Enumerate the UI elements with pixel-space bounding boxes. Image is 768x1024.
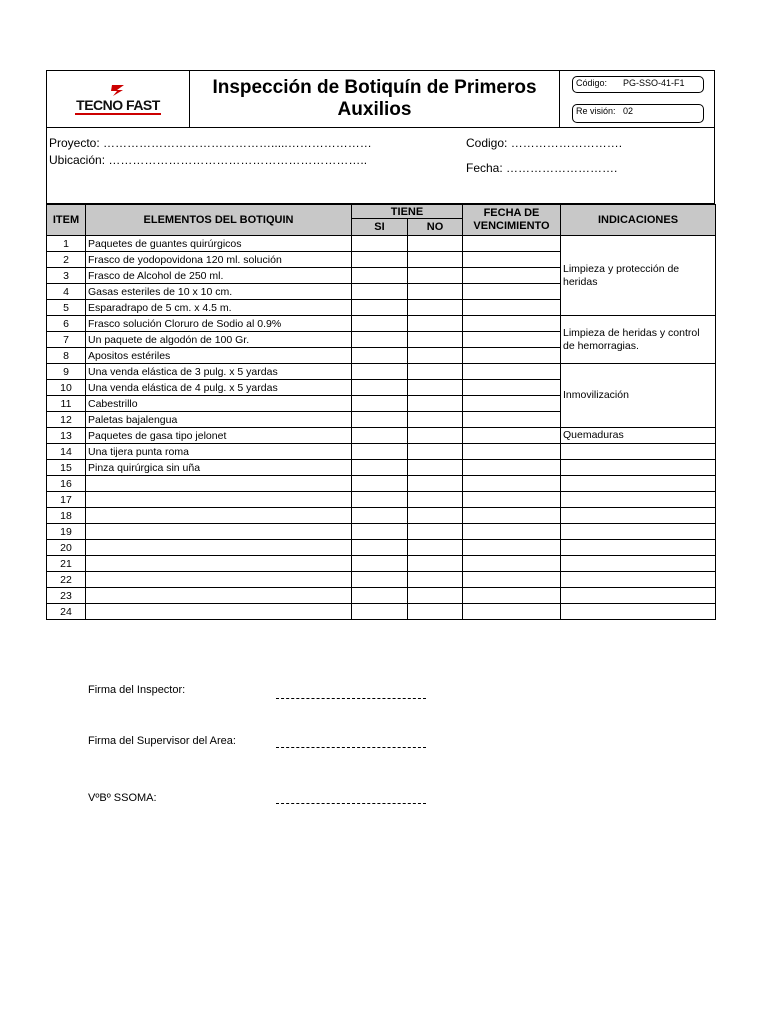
item-description	[86, 508, 352, 524]
item-description	[86, 588, 352, 604]
table-row	[47, 316, 716, 332]
vencimiento-cell[interactable]	[463, 380, 561, 396]
no-cell[interactable]	[408, 492, 463, 508]
codigo-field[interactable]: Codigo: ……………………….	[466, 136, 623, 150]
no-cell[interactable]	[408, 396, 463, 412]
si-cell[interactable]	[352, 252, 408, 268]
item-number: 6	[47, 316, 86, 332]
si-cell[interactable]	[352, 332, 408, 348]
vencimiento-cell[interactable]	[463, 236, 561, 252]
si-cell[interactable]	[352, 460, 408, 476]
project-info	[46, 128, 715, 204]
item-number: 3	[47, 268, 86, 284]
no-cell[interactable]	[408, 268, 463, 284]
item-number: 10	[47, 380, 86, 396]
vobo-ssoma-label: VºBº SSOMA:	[88, 792, 157, 804]
si-cell[interactable]	[352, 236, 408, 252]
no-cell[interactable]	[408, 364, 463, 380]
table-row	[47, 604, 716, 620]
si-cell[interactable]	[352, 364, 408, 380]
item-number: 9	[47, 364, 86, 380]
header-indicaciones: INDICACIONES	[561, 205, 716, 236]
title-line-2: Auxilios	[337, 99, 412, 120]
no-cell[interactable]	[408, 444, 463, 460]
codigo-box	[572, 76, 704, 93]
vencimiento-cell[interactable]	[463, 492, 561, 508]
item-number: 11	[47, 396, 86, 412]
vencimiento-cell[interactable]	[463, 332, 561, 348]
header-tiene: TIENE	[352, 205, 463, 219]
item-description: Frasco de Alcohol de 250 ml.	[86, 268, 352, 284]
no-cell[interactable]	[408, 508, 463, 524]
item-description: Un paquete de algodón de 100 Gr.	[86, 332, 352, 348]
item-description: Gasas esteriles de 10 x 10 cm.	[86, 284, 352, 300]
proyecto-field[interactable]: Proyecto: …………………………………….....…………………	[49, 136, 372, 150]
header-item: ITEM	[47, 205, 86, 236]
item-number: 19	[47, 524, 86, 540]
indicacion-cell: Quemaduras	[561, 428, 716, 444]
table-row	[47, 460, 716, 476]
item-description	[86, 540, 352, 556]
logo-swoosh-icon	[107, 83, 129, 97]
item-number: 24	[47, 604, 86, 620]
si-cell[interactable]	[352, 556, 408, 572]
title-line-1: Inspección de Botiquín de Primeros	[212, 77, 537, 98]
no-cell[interactable]	[408, 412, 463, 428]
si-cell[interactable]	[352, 588, 408, 604]
table-row	[47, 572, 716, 588]
vencimiento-cell[interactable]	[463, 588, 561, 604]
no-cell[interactable]	[408, 460, 463, 476]
indicacion-cell	[561, 604, 716, 620]
si-cell[interactable]	[352, 572, 408, 588]
table-row	[47, 428, 716, 444]
table-row	[47, 508, 716, 524]
inspection-form	[46, 70, 715, 620]
indicacion-cell	[561, 588, 716, 604]
vencimiento-cell[interactable]	[463, 428, 561, 444]
no-cell[interactable]	[408, 284, 463, 300]
si-cell[interactable]	[352, 508, 408, 524]
item-description: Pinza quirúrgica sin uña	[86, 460, 352, 476]
no-cell[interactable]	[408, 604, 463, 620]
item-description: Frasco de yodopovidona 120 ml. solución	[86, 252, 352, 268]
item-description	[86, 572, 352, 588]
item-description: Una venda elástica de 3 pulg. x 5 yardas	[86, 364, 352, 380]
vencimiento-cell[interactable]	[463, 540, 561, 556]
vencimiento-cell[interactable]	[463, 476, 561, 492]
vencimiento-cell[interactable]	[463, 348, 561, 364]
si-cell[interactable]	[352, 428, 408, 444]
indicacion-cell: Limpieza de heridas y control de hemorragias.	[561, 316, 716, 364]
item-description: Esparadrapo de 5 cm. x 4.5 m.	[86, 300, 352, 316]
table-row	[47, 588, 716, 604]
table-row	[47, 556, 716, 572]
si-cell[interactable]	[352, 524, 408, 540]
indicacion-cell: Inmovilización	[561, 364, 716, 428]
indicacion-cell	[561, 572, 716, 588]
table-row	[47, 492, 716, 508]
vencimiento-cell[interactable]	[463, 556, 561, 572]
no-cell[interactable]	[408, 316, 463, 332]
no-cell[interactable]	[408, 540, 463, 556]
item-description: Paquetes de guantes quirúrgicos	[86, 236, 352, 252]
vencimiento-cell[interactable]	[463, 444, 561, 460]
no-cell[interactable]	[408, 556, 463, 572]
vencimiento-cell[interactable]	[463, 524, 561, 540]
company-logo	[47, 71, 190, 127]
no-cell[interactable]	[408, 428, 463, 444]
no-cell[interactable]	[408, 300, 463, 316]
item-number: 15	[47, 460, 86, 476]
revision-value: 02	[623, 106, 634, 116]
table-row	[47, 236, 716, 252]
item-description	[86, 492, 352, 508]
item-description: Paletas bajalengua	[86, 412, 352, 428]
si-cell[interactable]	[352, 380, 408, 396]
si-cell[interactable]	[352, 268, 408, 284]
item-number: 21	[47, 556, 86, 572]
vencimiento-cell[interactable]	[463, 284, 561, 300]
no-cell[interactable]	[408, 524, 463, 540]
logo-text: TECNO FAST	[76, 97, 160, 113]
vencimiento-cell[interactable]	[463, 460, 561, 476]
si-cell[interactable]	[352, 412, 408, 428]
codigo-label: Código:	[576, 78, 608, 88]
si-cell[interactable]	[352, 492, 408, 508]
table-row	[47, 364, 716, 380]
vobo-ssoma-line[interactable]	[276, 802, 426, 804]
item-description	[86, 556, 352, 572]
header-si: SI	[352, 219, 408, 236]
item-description: Una tijera punta roma	[86, 444, 352, 460]
no-cell[interactable]	[408, 236, 463, 252]
vencimiento-cell[interactable]	[463, 268, 561, 284]
item-number: 5	[47, 300, 86, 316]
si-cell[interactable]	[352, 540, 408, 556]
firma-inspector-line[interactable]	[276, 697, 426, 699]
table-row	[47, 476, 716, 492]
si-cell[interactable]	[352, 316, 408, 332]
document-meta	[559, 71, 714, 127]
item-description	[86, 524, 352, 540]
no-cell[interactable]	[408, 476, 463, 492]
header-elementos: ELEMENTOS DEL BOTIQUIN	[86, 205, 352, 236]
item-number: 17	[47, 492, 86, 508]
vencimiento-cell[interactable]	[463, 300, 561, 316]
item-description: Cabestrillo	[86, 396, 352, 412]
indicacion-cell	[561, 444, 716, 460]
item-number: 18	[47, 508, 86, 524]
no-cell[interactable]	[408, 332, 463, 348]
no-cell[interactable]	[408, 380, 463, 396]
vencimiento-cell[interactable]	[463, 572, 561, 588]
item-number: 8	[47, 348, 86, 364]
item-description	[86, 604, 352, 620]
item-number: 12	[47, 412, 86, 428]
revision-label: Re visión:	[576, 106, 616, 116]
si-cell[interactable]	[352, 604, 408, 620]
si-cell[interactable]	[352, 396, 408, 412]
codigo-value: PG-SSO-41-F1	[623, 78, 685, 88]
no-cell[interactable]	[408, 588, 463, 604]
si-cell[interactable]	[352, 300, 408, 316]
vencimiento-cell[interactable]	[463, 412, 561, 428]
ubicacion-field[interactable]: Ubicación: ………………………………………………………..	[49, 153, 368, 167]
firma-supervisor-line[interactable]	[276, 746, 426, 748]
item-number: 2	[47, 252, 86, 268]
indicacion-cell	[561, 476, 716, 492]
fecha-field[interactable]: Fecha: ……………………….	[466, 161, 618, 175]
firma-inspector-label: Firma del Inspector:	[88, 684, 186, 696]
indicacion-cell	[561, 556, 716, 572]
vencimiento-cell[interactable]	[463, 364, 561, 380]
firma-supervisor-label: Firma del Supervisor del Area:	[88, 735, 236, 747]
table-row	[47, 444, 716, 460]
no-cell[interactable]	[408, 348, 463, 364]
item-description	[86, 476, 352, 492]
items-table	[46, 204, 716, 620]
si-cell[interactable]	[352, 444, 408, 460]
si-cell[interactable]	[352, 348, 408, 364]
item-number: 23	[47, 588, 86, 604]
item-description: Apositos estériles	[86, 348, 352, 364]
form-header	[46, 70, 715, 128]
item-number: 1	[47, 236, 86, 252]
item-number: 13	[47, 428, 86, 444]
indicacion-cell	[561, 524, 716, 540]
vencimiento-cell[interactable]	[463, 316, 561, 332]
item-number: 22	[47, 572, 86, 588]
header-fecha-vencimiento: FECHA DE VENCIMIENTO	[463, 205, 561, 236]
item-number: 7	[47, 332, 86, 348]
items-table-body	[47, 236, 716, 620]
item-number: 20	[47, 540, 86, 556]
vencimiento-cell[interactable]	[463, 252, 561, 268]
indicacion-cell	[561, 492, 716, 508]
vencimiento-cell[interactable]	[463, 604, 561, 620]
revision-box	[572, 104, 704, 123]
header-no: NO	[408, 219, 463, 236]
item-description: Una venda elástica de 4 pulg. x 5 yardas	[86, 380, 352, 396]
item-number: 4	[47, 284, 86, 300]
form-title	[190, 71, 559, 127]
si-cell[interactable]	[352, 284, 408, 300]
item-number: 14	[47, 444, 86, 460]
si-cell[interactable]	[352, 476, 408, 492]
vencimiento-cell[interactable]	[463, 508, 561, 524]
item-number: 16	[47, 476, 86, 492]
no-cell[interactable]	[408, 252, 463, 268]
indicacion-cell	[561, 540, 716, 556]
item-description: Paquetes de gasa tipo jelonet	[86, 428, 352, 444]
indicacion-cell	[561, 508, 716, 524]
no-cell[interactable]	[408, 572, 463, 588]
indicacion-cell	[561, 460, 716, 476]
table-row	[47, 540, 716, 556]
vencimiento-cell[interactable]	[463, 396, 561, 412]
item-description: Frasco solución Cloruro de Sodio al 0.9%	[86, 316, 352, 332]
table-row	[47, 524, 716, 540]
indicacion-cell: Limpieza y protección de heridas	[561, 236, 716, 316]
